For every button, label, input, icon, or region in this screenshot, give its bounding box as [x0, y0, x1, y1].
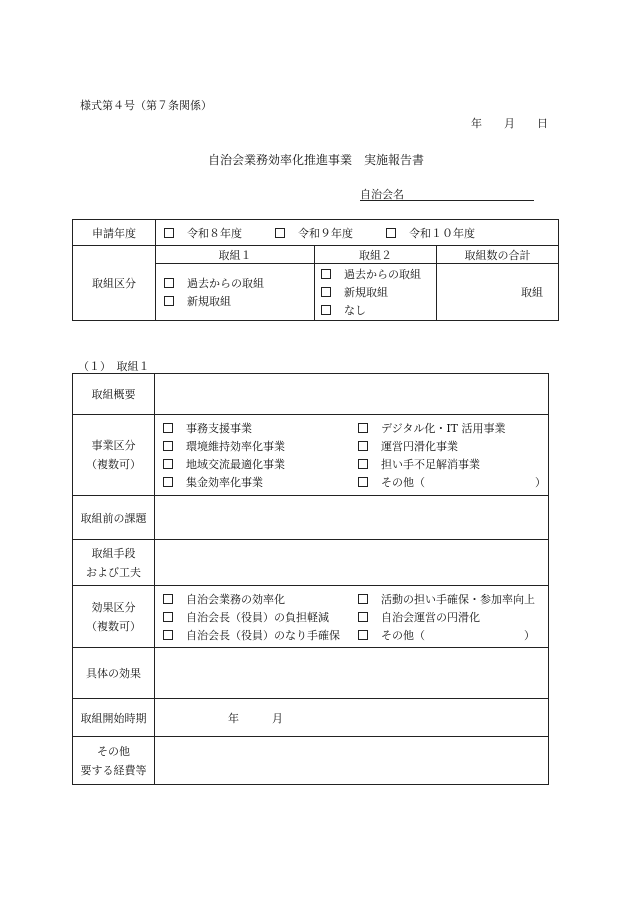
business-option[interactable]: デジタル化・IT 活用事業	[358, 419, 546, 437]
means-label: 取組手段 および工夫	[73, 540, 155, 586]
issues-field[interactable]	[155, 496, 549, 540]
checkbox-icon[interactable]	[358, 423, 368, 433]
detail-table	[72, 373, 549, 785]
checkbox-icon[interactable]	[358, 594, 368, 604]
other-expenses-field[interactable]	[155, 737, 549, 785]
fiscal-year-option[interactable]: 令和９年度	[275, 225, 353, 241]
effect-option[interactable]: 自治会業務の効率化	[163, 590, 358, 608]
col1-header: 取組１	[156, 246, 315, 264]
business-option[interactable]: 事務支援事業	[163, 419, 358, 437]
business-option[interactable]: 運営円滑化事業	[358, 437, 546, 455]
business-option[interactable]: その他（ ）	[358, 473, 546, 491]
checkbox-icon[interactable]	[163, 423, 173, 433]
business-category-label: 事業区分 （複数可）	[73, 415, 155, 496]
other-expenses-label: その他 要する経費等	[73, 737, 155, 785]
checkbox-icon[interactable]	[386, 228, 396, 238]
checkbox-icon[interactable]	[275, 228, 285, 238]
checkbox-icon[interactable]	[358, 612, 368, 622]
option-item[interactable]: 過去からの取組	[164, 274, 314, 292]
checkbox-icon[interactable]	[163, 630, 173, 640]
overview-label: 取組概要	[73, 374, 155, 415]
start-label: 取組開始時期	[73, 699, 155, 737]
document-title: 自治会業務効率化推進事業 実施報告書	[208, 153, 425, 167]
checkbox-icon[interactable]	[164, 228, 174, 238]
effect-category-options	[155, 586, 549, 648]
checkbox-icon[interactable]	[321, 269, 331, 279]
checkbox-icon[interactable]	[163, 441, 173, 451]
total-suffix: 取組	[521, 286, 544, 299]
col2-header: 取組２	[315, 246, 437, 264]
checkbox-icon[interactable]	[358, 441, 368, 451]
business-option[interactable]: 担い手不足解消事業	[358, 455, 546, 473]
checkbox-icon[interactable]	[163, 459, 173, 469]
association-name-underline	[360, 200, 534, 201]
specific-effect-label: 具体の効果	[73, 648, 155, 699]
option-item[interactable]: 過去からの取組	[321, 265, 436, 283]
checkbox-icon[interactable]	[163, 477, 173, 487]
total-count-cell[interactable]	[437, 264, 559, 321]
effect-option[interactable]: 自治会長（役員）のなり手確保	[163, 626, 358, 644]
effect-option[interactable]: 自治会運営の円滑化	[358, 608, 535, 626]
option-item[interactable]: なし	[321, 301, 436, 319]
effect-option[interactable]: その他（ ）	[358, 626, 535, 644]
checkbox-icon[interactable]	[321, 287, 331, 297]
fiscal-year-option[interactable]: 令和１０年度	[386, 225, 475, 241]
checkbox-icon[interactable]	[358, 630, 368, 640]
col1-options	[156, 264, 315, 321]
effect-option[interactable]: 自治会長（役員）の負担軽減	[163, 608, 358, 626]
issues-label: 取組前の課題	[73, 496, 155, 540]
col2-options	[315, 264, 437, 321]
business-category-options	[155, 415, 549, 496]
effect-category-label: 効果区分 （複数可）	[73, 586, 155, 648]
effect-option[interactable]: 活動の担い手確保・参加率向上	[358, 590, 535, 608]
form-number: 様式第４号（第７条関係）	[80, 99, 212, 112]
col3-header: 取組数の合計	[437, 246, 559, 264]
category-label: 取組区分	[73, 246, 156, 321]
checkbox-icon[interactable]	[163, 612, 173, 622]
checkbox-icon[interactable]	[358, 459, 368, 469]
means-field[interactable]	[155, 540, 549, 586]
checkbox-icon[interactable]	[358, 477, 368, 487]
checkbox-icon[interactable]	[321, 305, 331, 315]
option-item[interactable]: 新規取組	[321, 283, 436, 301]
start-field[interactable]	[155, 699, 549, 737]
overview-field[interactable]	[155, 374, 549, 415]
date-line: 年 月 日	[471, 117, 548, 130]
checkbox-icon[interactable]	[164, 278, 174, 288]
fiscal-year-options	[156, 220, 559, 246]
fiscal-year-label: 申請年度	[73, 220, 156, 246]
business-option[interactable]: 集金効率化事業	[163, 473, 358, 491]
association-name-label: 自治会名	[360, 188, 404, 201]
specific-effect-field[interactable]	[155, 648, 549, 699]
section-heading: （１） 取組１	[78, 360, 150, 373]
application-table	[72, 219, 559, 321]
business-option[interactable]: 環境維持効率化事業	[163, 437, 358, 455]
checkbox-icon[interactable]	[163, 594, 173, 604]
fiscal-year-option[interactable]: 令和８年度	[164, 225, 242, 241]
option-item[interactable]: 新規取組	[164, 292, 314, 310]
start-value: 年 月	[228, 711, 283, 725]
business-option[interactable]: 地域交流最適化事業	[163, 455, 358, 473]
checkbox-icon[interactable]	[164, 296, 174, 306]
